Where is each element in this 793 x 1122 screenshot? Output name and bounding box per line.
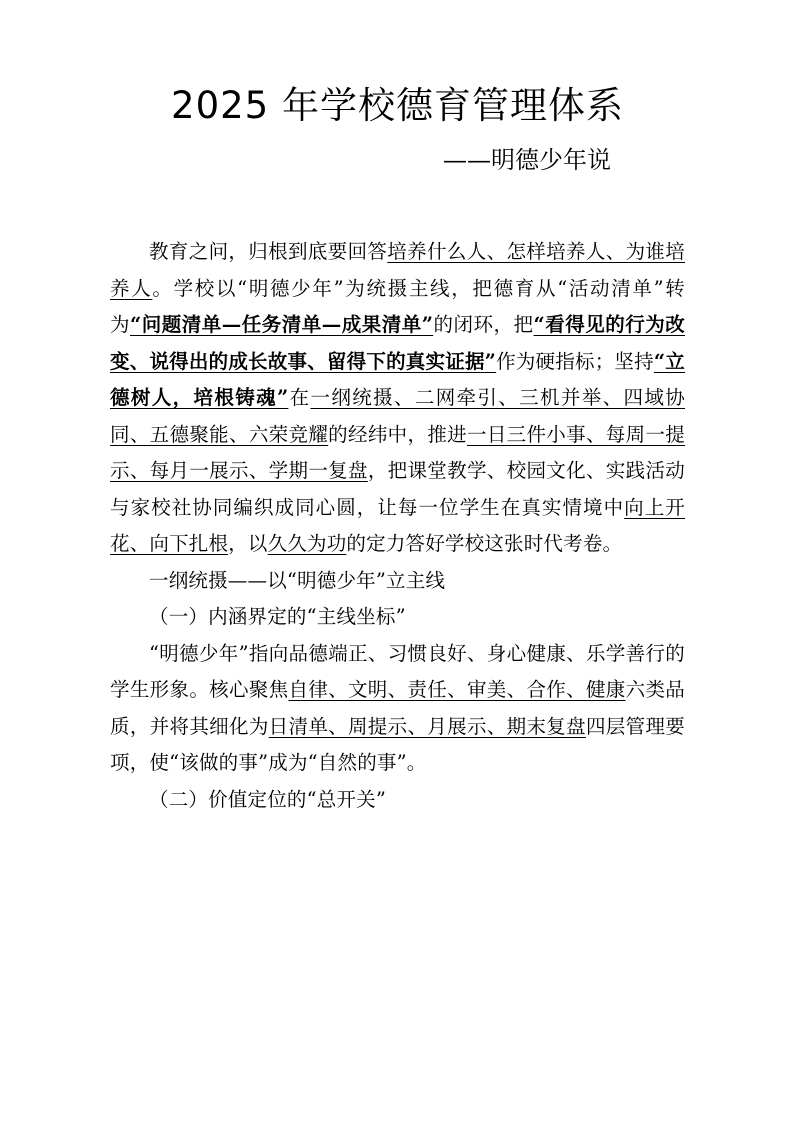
- text-run: （二）价值定位的“总开关”: [149, 787, 387, 811]
- text-run: “立德树人，培根铸魂”: [110, 349, 685, 409]
- text-run: 。学校以“明德少年”为统摄主线，把德育从“活动清单”转为: [110, 276, 685, 336]
- page-title: 2025 年学校德育管理体系: [171, 84, 624, 127]
- text-run: 一纲统摄——以“明德少年”立主线: [149, 568, 446, 592]
- text-run: 一日三件小事、每周一提示、每月一展示、学期一复盘: [110, 422, 686, 482]
- text-run: 的定力答好学校这张时代考卷。: [346, 532, 623, 555]
- text-run: 一纲统摄、二网牵引、三机并举、四域协同、五德聚能、六荣竞耀: [110, 386, 685, 446]
- text-run: 四层管理要项，使“该做的事”成为“自然的事”。: [110, 714, 685, 774]
- paragraph: [110, 234, 685, 563]
- text-run: ，把课堂教学、校园文化、实践活动与家校社协同编织成同心圆，让每一位学生在真实情境中: [110, 459, 685, 519]
- body-paragraphs: [110, 234, 685, 818]
- text-run: 的经纬中，推进: [328, 422, 467, 446]
- text-run: 六类品质，并将其细化为: [110, 678, 685, 738]
- paragraph: [110, 563, 685, 600]
- text-run: “明德少年”指向品德端正、习惯良好、身心健康、乐学善行的学生形象。核心聚焦: [110, 641, 685, 701]
- text-run: “问题清单—任务清单—成果清单”: [130, 313, 434, 336]
- text-run: 的闭环，把: [433, 313, 534, 336]
- text-run: 教育之问，归根到底要回答: [149, 240, 388, 263]
- text-run: 日清单、周提示、月展示、期末复盘: [268, 714, 586, 738]
- paragraph: [110, 599, 685, 636]
- paragraph: [110, 636, 685, 782]
- text-run: 久久为功: [267, 532, 347, 555]
- document-content: [110, 78, 685, 818]
- text-run: 在: [288, 386, 311, 409]
- text-run: 自律、文明、责任、审美、合作、健康: [288, 678, 626, 701]
- page-subtitle: ——明德少年说: [443, 146, 611, 174]
- text-run: 向上开花、向下扎根: [110, 495, 685, 555]
- paragraph: [110, 782, 685, 819]
- text-run: 培养什么人、怎样培养人、为谁培养人: [110, 240, 685, 300]
- text-run: （一）内涵界定的“主线坐标”: [149, 605, 406, 628]
- text-run: 作为硬指标；坚持: [496, 349, 654, 373]
- text-run: “看得见的行为改变、说得出的成长故事、留得下的真实证据”: [110, 313, 685, 373]
- text-run: ，以: [228, 532, 268, 555]
